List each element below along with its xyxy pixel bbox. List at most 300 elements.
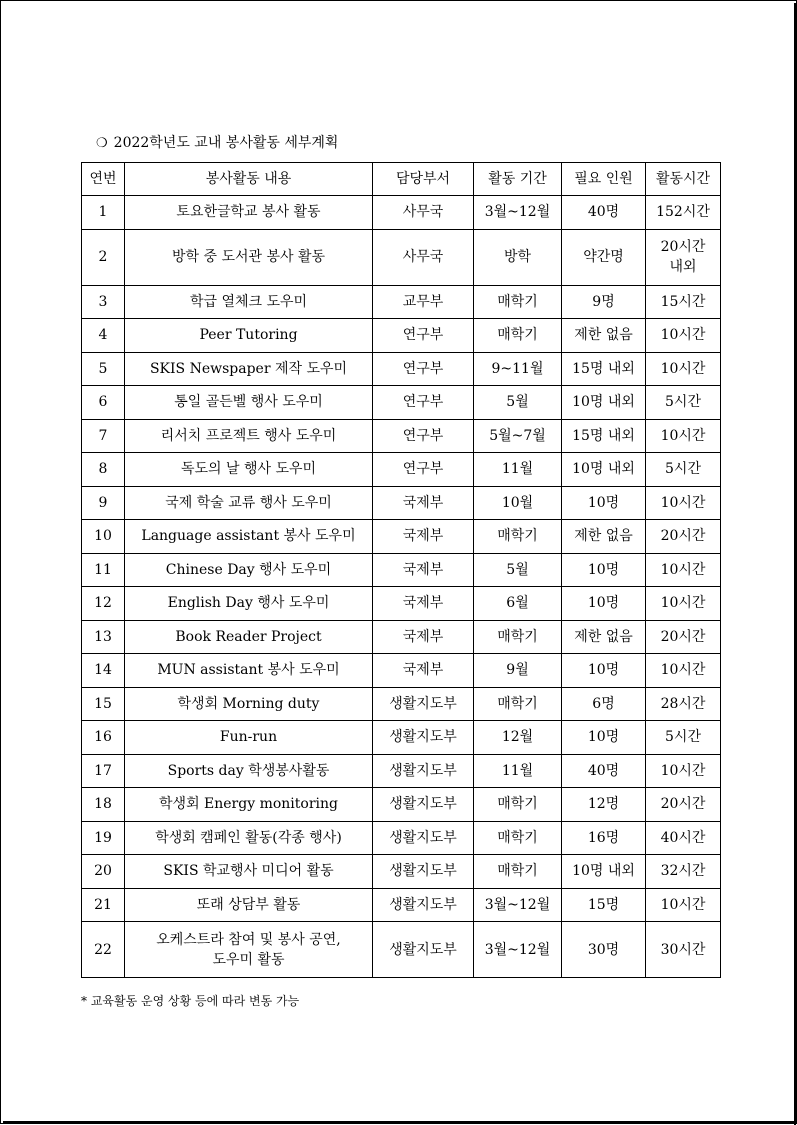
cell-line: 5시간 <box>665 394 701 411</box>
cell-line: 연구부 <box>402 394 444 411</box>
cell-line: 3월~12월 <box>484 204 551 221</box>
cell-hours <box>646 386 721 420</box>
cell-line: 7 <box>98 427 108 444</box>
cell-line: 15 <box>94 695 112 712</box>
cell-period <box>474 553 562 587</box>
cell-line: 9월 <box>506 662 529 679</box>
cell-people <box>562 520 646 554</box>
cell-line: 토요한글학교 봉사 활동 <box>176 204 321 221</box>
cell-period <box>474 386 562 420</box>
cell-department <box>373 486 474 520</box>
document-title <box>96 132 338 152</box>
cell-hours <box>646 721 721 755</box>
cell-hours <box>646 620 721 654</box>
header-hours: 활동시간 <box>646 163 721 196</box>
table-row <box>82 754 721 788</box>
cell-line: 15시간 <box>660 293 706 310</box>
cell-line: 학생회 Morning duty <box>177 695 320 712</box>
cell-line: 10명 <box>587 729 620 746</box>
cell-hours <box>646 888 721 922</box>
cell-people <box>562 654 646 688</box>
cell-line: 매학기 <box>497 528 538 545</box>
table-row <box>82 453 721 487</box>
cell-line: 10명 <box>587 494 620 511</box>
cell-activity <box>125 922 373 978</box>
cell-no <box>82 654 125 688</box>
cell-department <box>373 196 474 230</box>
table-row <box>82 520 721 554</box>
cell-hours <box>646 922 721 978</box>
cell-line: 방학 중 도서관 봉사 활동 <box>171 249 326 265</box>
cell-line: 2 <box>98 249 108 265</box>
cell-line: 10시간 <box>660 494 706 511</box>
cell-activity <box>125 654 373 688</box>
table-row <box>82 620 721 654</box>
cell-activity <box>125 285 373 319</box>
cell-department <box>373 352 474 386</box>
cell-line: 8 <box>98 461 108 478</box>
cell-people <box>562 319 646 353</box>
table-row <box>82 196 721 230</box>
cell-department <box>373 553 474 587</box>
cell-people <box>562 419 646 453</box>
cell-people <box>562 352 646 386</box>
cell-people <box>562 721 646 755</box>
table-body <box>82 196 721 978</box>
cell-activity <box>125 196 373 230</box>
cell-line: 10시간 <box>660 427 706 444</box>
cell-line: 6 <box>98 394 108 411</box>
cell-activity <box>125 319 373 353</box>
cell-period <box>474 620 562 654</box>
cell-line: 152시간 <box>656 204 710 221</box>
cell-line: 20시간 <box>660 239 706 255</box>
cell-hours <box>646 453 721 487</box>
cell-hours <box>646 285 721 319</box>
cell-line: 15명 <box>587 896 620 913</box>
cell-period <box>474 196 562 230</box>
cell-line: 18 <box>94 796 112 813</box>
cell-hours <box>646 352 721 386</box>
cell-people <box>562 754 646 788</box>
cell-period <box>474 654 562 688</box>
cell-no <box>82 486 125 520</box>
cell-line: 매학기 <box>497 327 538 344</box>
cell-no <box>82 285 125 319</box>
cell-department <box>373 419 474 453</box>
cell-line: 3월~12월 <box>484 941 551 958</box>
cell-no <box>82 788 125 822</box>
cell-line: 12명 <box>587 796 620 813</box>
table-row <box>82 654 721 688</box>
cell-line: 10명 내외 <box>572 461 635 478</box>
cell-line: English Day 행사 도우미 <box>167 595 330 612</box>
cell-line: 4 <box>98 327 108 344</box>
cell-line: 5시간 <box>665 729 701 746</box>
cell-hours <box>646 687 721 721</box>
cell-department <box>373 319 474 353</box>
cell-activity <box>125 229 373 285</box>
cell-activity <box>125 419 373 453</box>
cell-no <box>82 821 125 855</box>
cell-line: 매학기 <box>497 628 538 645</box>
cell-line: Peer Tutoring <box>199 327 298 344</box>
cell-line: Language assistant 봉사 도우미 <box>141 528 356 545</box>
cell-line: 32시간 <box>660 863 706 880</box>
cell-period <box>474 821 562 855</box>
cell-period <box>474 587 562 621</box>
cell-line: 10시간 <box>660 595 706 612</box>
cell-line: 20시간 <box>660 796 706 813</box>
cell-line: 30명 <box>587 941 620 958</box>
cell-hours <box>646 419 721 453</box>
cell-period <box>474 352 562 386</box>
cell-line: 방학 <box>503 249 532 265</box>
cell-line: 생활지도부 <box>389 829 457 846</box>
header-people: 필요 인원 <box>562 163 646 196</box>
cell-line: 생활지도부 <box>389 941 457 958</box>
cell-people <box>562 855 646 889</box>
cell-activity <box>125 587 373 621</box>
header-department: 담당부서 <box>373 163 474 196</box>
cell-people <box>562 453 646 487</box>
cell-no <box>82 553 125 587</box>
cell-period <box>474 486 562 520</box>
cell-department <box>373 922 474 978</box>
table-row <box>82 888 721 922</box>
table-row <box>82 319 721 353</box>
cell-line: 6명 <box>592 695 615 712</box>
table-row <box>82 687 721 721</box>
cell-line: 연구부 <box>402 461 444 478</box>
cell-line: 또래 상담부 활동 <box>196 896 301 913</box>
cell-people <box>562 285 646 319</box>
cell-period <box>474 888 562 922</box>
cell-line: 생활지도부 <box>389 762 457 779</box>
cell-people <box>562 788 646 822</box>
cell-activity <box>125 855 373 889</box>
cell-line: 10시간 <box>660 360 706 377</box>
cell-hours <box>646 196 721 230</box>
cell-line: MUN assistant 봉사 도우미 <box>157 662 340 679</box>
cell-department <box>373 721 474 755</box>
cell-activity <box>125 620 373 654</box>
cell-line: 독도의 날 행사 도우미 <box>180 461 317 478</box>
cell-department <box>373 687 474 721</box>
cell-line: 3 <box>98 293 108 310</box>
cell-line: 3월~12월 <box>484 896 551 913</box>
cell-activity <box>125 754 373 788</box>
cell-hours <box>646 788 721 822</box>
cell-line: 22 <box>94 941 112 958</box>
cell-line: 40시간 <box>660 829 706 846</box>
cell-activity <box>125 788 373 822</box>
cell-line: Chinese Day 행사 도우미 <box>165 561 332 578</box>
cell-no <box>82 352 125 386</box>
cell-line: 16 <box>94 729 112 746</box>
cell-line: 10명 내외 <box>572 394 635 411</box>
header-activity: 봉사활동 내용 <box>125 163 373 196</box>
title-text: 2022학년도 교내 봉사활동 세부계획 <box>113 135 339 151</box>
cell-line: 10시간 <box>660 662 706 679</box>
cell-line: 5 <box>98 360 108 377</box>
cell-line: 연구부 <box>402 360 444 377</box>
cell-line: 16명 <box>587 829 620 846</box>
cell-no <box>82 196 125 230</box>
cell-line: 30시간 <box>660 941 706 958</box>
cell-people <box>562 553 646 587</box>
cell-line: 국제부 <box>402 494 444 511</box>
cell-line: 생활지도부 <box>389 729 457 746</box>
cell-department <box>373 754 474 788</box>
cell-line: 40명 <box>587 204 620 221</box>
cell-hours <box>646 319 721 353</box>
cell-line: 연구부 <box>402 427 444 444</box>
cell-line: 제한 없음 <box>574 628 633 645</box>
table-row <box>82 922 721 978</box>
table-header-row <box>82 163 721 196</box>
cell-line: 매학기 <box>497 293 538 310</box>
cell-no <box>82 229 125 285</box>
cell-people <box>562 687 646 721</box>
page-shadow-bottom <box>3 1121 797 1123</box>
cell-line: 연구부 <box>402 327 444 344</box>
cell-line: 생활지도부 <box>389 796 457 813</box>
cell-people <box>562 620 646 654</box>
cell-no <box>82 453 125 487</box>
cell-line: 통일 골든벨 행사 도우미 <box>174 394 323 411</box>
table-row <box>82 587 721 621</box>
cell-line: 국제부 <box>402 528 444 545</box>
table-row <box>82 821 721 855</box>
cell-hours <box>646 486 721 520</box>
cell-line: 사무국 <box>402 204 444 221</box>
cell-line: 11월 <box>501 762 534 779</box>
cell-period <box>474 922 562 978</box>
cell-department <box>373 654 474 688</box>
cell-line: SKIS 학교행사 미디어 활동 <box>163 863 334 880</box>
cell-department <box>373 620 474 654</box>
cell-line: Book Reader Project <box>175 628 322 645</box>
cell-line: 제한 없음 <box>574 528 633 545</box>
cell-department <box>373 386 474 420</box>
cell-line: 생활지도부 <box>389 863 457 880</box>
cell-line: 매학기 <box>497 829 538 846</box>
cell-line: 10시간 <box>660 762 706 779</box>
table-row <box>82 788 721 822</box>
cell-line: Fun-run <box>219 729 278 746</box>
table-row <box>82 386 721 420</box>
cell-department <box>373 788 474 822</box>
cell-line: 약간명 <box>583 249 624 265</box>
cell-line: 10시간 <box>660 896 706 913</box>
cell-period <box>474 229 562 285</box>
cell-line: 9 <box>98 494 108 511</box>
cell-period <box>474 721 562 755</box>
header-no: 연번 <box>82 163 125 196</box>
table-row <box>82 229 721 285</box>
cell-activity <box>125 687 373 721</box>
cell-activity <box>125 486 373 520</box>
cell-period <box>474 754 562 788</box>
cell-line: 11 <box>94 561 112 578</box>
cell-people <box>562 229 646 285</box>
cell-line: 10명 <box>587 662 620 679</box>
cell-line: 국제부 <box>402 561 444 578</box>
cell-period <box>474 788 562 822</box>
cell-department <box>373 229 474 285</box>
cell-line: 학생회 캠페인 활동(각종 행사) <box>155 829 342 846</box>
cell-line: 학급 열체크 도우미 <box>189 293 308 310</box>
cell-line: 5월~7월 <box>489 427 546 444</box>
cell-people <box>562 888 646 922</box>
cell-line: 21 <box>94 896 112 913</box>
cell-line: 5시간 <box>665 461 701 478</box>
cell-line: 내외 <box>669 259 697 275</box>
cell-line: 10월 <box>501 494 534 511</box>
cell-no <box>82 721 125 755</box>
cell-hours <box>646 587 721 621</box>
cell-activity <box>125 386 373 420</box>
cell-hours <box>646 553 721 587</box>
cell-department <box>373 888 474 922</box>
cell-line: 10시간 <box>660 561 706 578</box>
cell-line: 국제부 <box>402 595 444 612</box>
cell-no <box>82 419 125 453</box>
table-row <box>82 553 721 587</box>
table-row <box>82 419 721 453</box>
cell-activity <box>125 721 373 755</box>
cell-department <box>373 453 474 487</box>
cell-line: 5월 <box>506 394 529 411</box>
cell-line: 매학기 <box>497 863 538 880</box>
volunteer-plan-table <box>81 162 721 978</box>
cell-line: 학생회 Energy monitoring <box>159 796 338 813</box>
cell-hours <box>646 855 721 889</box>
cell-period <box>474 687 562 721</box>
cell-period <box>474 285 562 319</box>
cell-department <box>373 855 474 889</box>
cell-no <box>82 922 125 978</box>
cell-no <box>82 319 125 353</box>
cell-line: 6월 <box>506 595 529 612</box>
cell-line: 10 <box>94 528 112 545</box>
cell-people <box>562 196 646 230</box>
cell-activity <box>125 888 373 922</box>
cell-department <box>373 285 474 319</box>
cell-line: 15명 내외 <box>572 360 635 377</box>
cell-line: 10시간 <box>660 327 706 344</box>
cell-line: 14 <box>94 662 112 679</box>
cell-line: Sports day 학생봉사활동 <box>167 762 330 779</box>
cell-no <box>82 888 125 922</box>
table-row <box>82 721 721 755</box>
cell-line: 매학기 <box>497 796 538 813</box>
cell-no <box>82 754 125 788</box>
cell-line: 5월 <box>506 561 529 578</box>
cell-line: 12 <box>94 595 112 612</box>
cell-no <box>82 520 125 554</box>
cell-people <box>562 587 646 621</box>
footnote: * 교육활동 운영 상황 등에 따라 변동 가능 <box>81 994 300 1008</box>
table-row <box>82 352 721 386</box>
cell-hours <box>646 754 721 788</box>
cell-period <box>474 319 562 353</box>
cell-no <box>82 620 125 654</box>
cell-line: 9명 <box>592 293 615 310</box>
cell-line: 9~11월 <box>491 360 544 377</box>
cell-hours <box>646 229 721 285</box>
cell-line: 국제부 <box>402 628 444 645</box>
cell-line: 생활지도부 <box>389 896 457 913</box>
cell-no <box>82 386 125 420</box>
table-row <box>82 285 721 319</box>
cell-people <box>562 486 646 520</box>
cell-line: 10명 <box>587 561 620 578</box>
cell-no <box>82 587 125 621</box>
cell-line: 20시간 <box>660 628 706 645</box>
cell-line: SKIS Newspaper 제작 도우미 <box>149 360 348 377</box>
cell-line: 40명 <box>587 762 620 779</box>
cell-period <box>474 419 562 453</box>
cell-line: 10명 <box>587 595 620 612</box>
cell-period <box>474 520 562 554</box>
cell-activity <box>125 453 373 487</box>
cell-period <box>474 855 562 889</box>
cell-people <box>562 386 646 420</box>
cell-activity <box>125 821 373 855</box>
cell-line: 국제부 <box>402 662 444 679</box>
cell-department <box>373 821 474 855</box>
cell-line: 교무부 <box>402 293 444 310</box>
cell-line: 사무국 <box>402 249 444 265</box>
cell-line: 도우미 활동 <box>212 951 285 968</box>
circle-bullet-icon: ❍ <box>96 136 108 151</box>
cell-line: 28시간 <box>660 695 706 712</box>
cell-line: 생활지도부 <box>389 695 457 712</box>
cell-hours <box>646 654 721 688</box>
cell-line: 11월 <box>501 461 534 478</box>
cell-hours <box>646 821 721 855</box>
cell-hours <box>646 520 721 554</box>
cell-people <box>562 922 646 978</box>
cell-line: 20시간 <box>660 528 706 545</box>
cell-line: 13 <box>94 628 112 645</box>
page-shadow-right <box>794 3 796 1125</box>
table-row <box>82 855 721 889</box>
header-period: 활동 기간 <box>474 163 562 196</box>
cell-no <box>82 855 125 889</box>
table-row <box>82 486 721 520</box>
cell-line: 제한 없음 <box>574 327 633 344</box>
cell-activity <box>125 553 373 587</box>
cell-line: 1 <box>98 204 108 221</box>
cell-line: 오케스트라 참여 및 봉사 공연, <box>156 931 341 948</box>
cell-people <box>562 821 646 855</box>
cell-line: 10명 내외 <box>572 863 635 880</box>
cell-line: 국제 학술 교류 행사 도우미 <box>165 494 332 511</box>
cell-activity <box>125 520 373 554</box>
cell-period <box>474 453 562 487</box>
cell-line: 20 <box>94 863 112 880</box>
cell-line: 17 <box>94 762 112 779</box>
cell-department <box>373 520 474 554</box>
cell-department <box>373 587 474 621</box>
cell-no <box>82 687 125 721</box>
cell-activity <box>125 352 373 386</box>
cell-line: 리서치 프로젝트 행사 도우미 <box>160 427 337 444</box>
cell-line: 15명 내외 <box>572 427 635 444</box>
